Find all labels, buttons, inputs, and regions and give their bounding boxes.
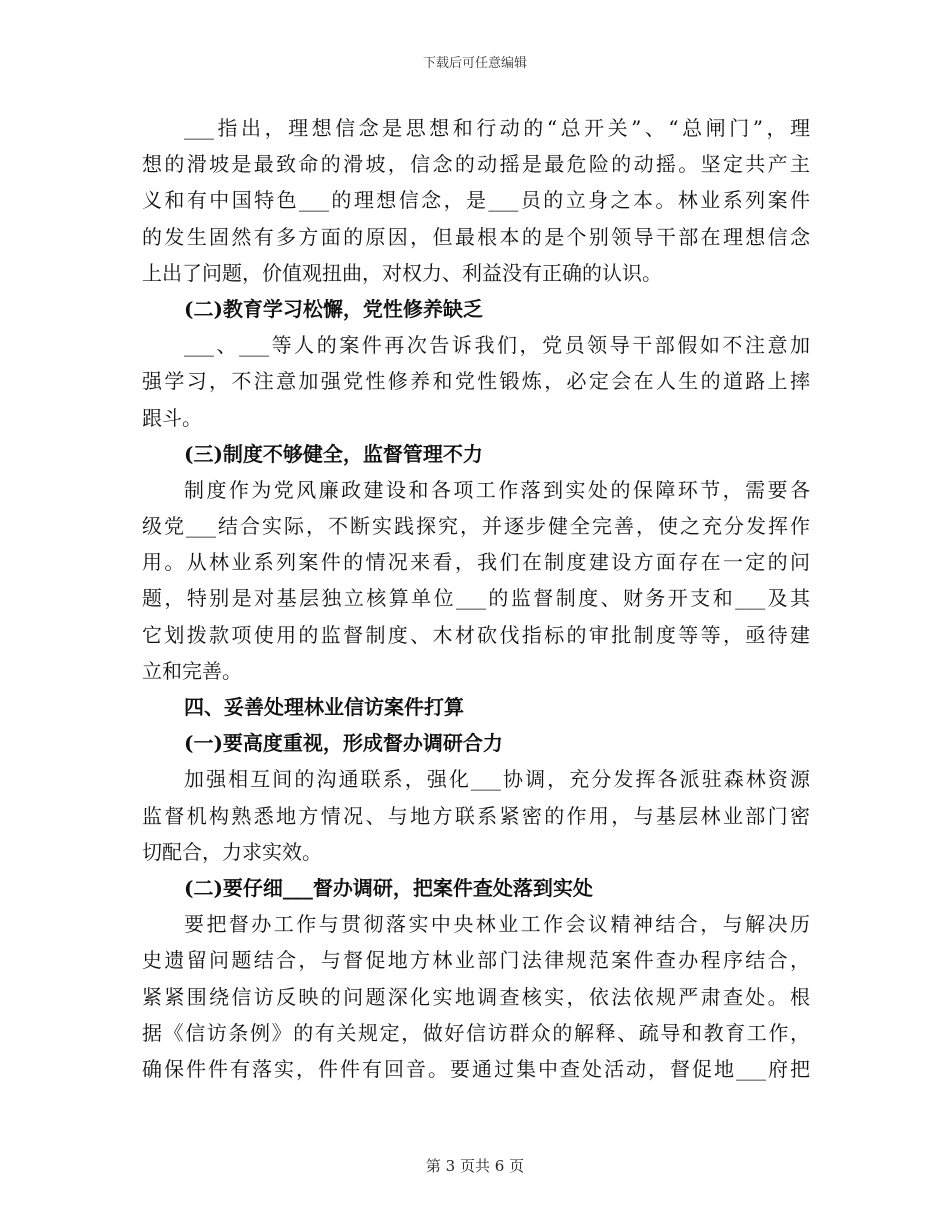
paragraph-line: 据《信访条例》的有关规定，做好信访群众的解释、疏导和教育工作， (142, 1020, 810, 1045)
paragraph-line: 它划拨款项使用的监督制度、木材砍伐指标的审批制度等等，亟待建 (142, 622, 810, 647)
page-number: 第 3 页共 6 页 (425, 1157, 525, 1175)
paragraph-line: 要把督办工作与贯彻落实中央林业工作会议精神结合，与解决历 (184, 912, 810, 937)
paragraph-line: 确保件件有落实，件件有回音。要通过集中查处活动，督促地___府把 (142, 1056, 810, 1081)
paragraph-line: 紧紧围绕信访反映的问题深化实地调查核实，依法依规严肃查处。根 (142, 984, 810, 1009)
paragraph-line: 立和完善。 (142, 658, 242, 683)
page-header-note: 下载后可任意编辑 (422, 56, 527, 71)
paragraph-line: 跟斗。 (142, 405, 202, 430)
section-heading: (二)要仔细___督办调研，把案件查处落到实处 (184, 875, 593, 900)
paragraph-line: 制度作为党风廉政建设和各项工作落到实处的保障环节，需要各 (184, 477, 810, 502)
paragraph-line: 上出了问题，价值观扭曲，对权力、利益没有正确的认识。 (142, 260, 662, 285)
paragraph-line: 题，特别是对基层独立核算单位___的监督制度、财务开支和___及其 (142, 586, 810, 611)
paragraph-line: ___、___等人的案件再次告诉我们，党员领导干部假如不注意加 (184, 333, 810, 358)
document-body (142, 110, 810, 1087)
paragraph-line: 强学习，不注意加强党性修养和党性锻炼，必定会在人生的道路上摔 (142, 369, 810, 394)
chapter-heading: 四、妥善处理林业信访案件打算 (184, 695, 464, 719)
section-heading: (一)要高度重视，形成督办调研合力 (184, 731, 503, 756)
paragraph-line: 义和有中国特色___的理想信念，是___员的立身之本。林业系列案件 (142, 188, 810, 213)
paragraph-line: 想的滑坡是最致命的滑坡，信念的动摇是最危险的动摇。坚定共产主 (142, 152, 810, 177)
paragraph-line: 加强相互间的沟通联系，强化___协调，充分发挥各派驻森林资源 (184, 767, 810, 792)
paragraph-line: 监督机构熟悉地方情况、与地方联系紧密的作用，与基层林业部门密 (142, 803, 810, 828)
paragraph-line: ___指出，理想信念是思想和行动的“总开关”、“总闸门”，理 (184, 116, 810, 140)
paragraph-line: 用。从林业系列案件的情况来看，我们在制度建设方面存在一定的问 (142, 550, 810, 575)
paragraph-line: 级党___结合实际，不断实践探究，并逐步健全完善，使之充分发挥作 (142, 514, 810, 539)
section-heading: (三)制度不够健全，监督管理不力 (184, 441, 483, 466)
section-heading: (二)教育学习松懈，党性修养缺乏 (184, 296, 483, 321)
paragraph-line: 史遗留问题结合，与督促地方林业部门法律规范案件查办程序结合， (142, 948, 810, 973)
paragraph-line: 切配合，力求实效。 (142, 839, 322, 864)
paragraph-line: 的发生固然有多方面的原因，但最根本的是个别领导干部在理想信念 (142, 224, 810, 249)
